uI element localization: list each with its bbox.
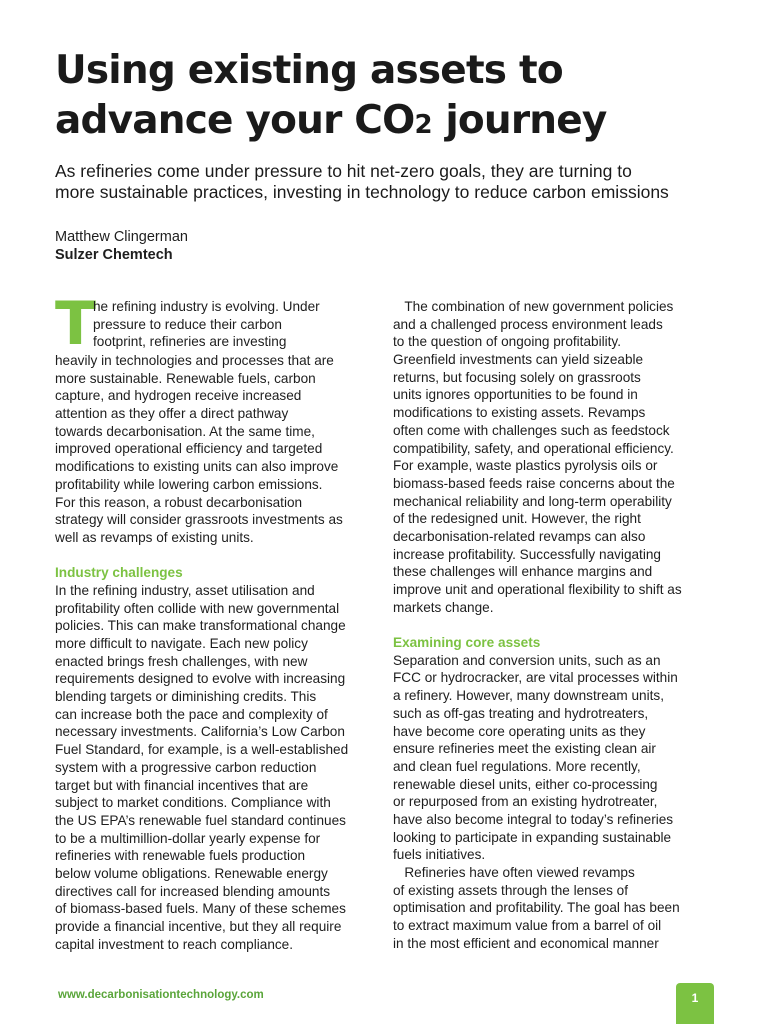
body-line: biomass-based feeds raise concerns about the: [393, 475, 675, 491]
body-line: renewable diesel units, either co-processing: [393, 776, 658, 792]
body-line: FCC or hydrocracker, are vital processes within: [393, 670, 678, 686]
body-line: these challenges will enhance margins and: [393, 564, 653, 580]
body-line: markets change.: [393, 599, 494, 615]
body-line: In the refining industry, asset utilisation and: [55, 582, 315, 598]
body-line: Greenfield investments can yield sizeable: [393, 352, 644, 368]
body-line: For this reason, a robust decarbonisation: [55, 494, 303, 510]
right-column: [393, 298, 715, 952]
body-line: strategy will consider grassroots investments as: [55, 512, 343, 528]
body-line: The combination of new government policies: [393, 299, 674, 314]
body-line: modifications to existing units can also improve: [55, 459, 339, 475]
body-line: modifications to existing assets. Revamps: [393, 405, 646, 421]
body-line: more difficult to navigate. Each new policy: [55, 636, 308, 651]
section-heading-examining-core-assets: Examining core assets: [393, 635, 541, 651]
author-name: Matthew Clingerman: [55, 229, 188, 245]
body-line: decarbonisation-related revamps can also: [393, 528, 646, 544]
body-line: fuels initiatives.: [393, 847, 486, 863]
standfirst: [55, 161, 745, 203]
footer-website-link[interactable]: www.decarbonisationtechnology.com: [58, 989, 264, 1001]
body-line: heavily in technologies and processes that are: [55, 353, 334, 368]
body-line: can increase both the pace and complexity of: [55, 706, 328, 722]
combination-paragraph: [393, 298, 715, 616]
body-line: pressure to reduce their carbon: [93, 316, 282, 332]
body-line: to be a multimillion-dollar yearly expense for: [55, 830, 321, 846]
body-line: he refining industry is evolving. Under: [93, 299, 320, 314]
body-line: capital investment to reach compliance.: [55, 936, 294, 952]
body-line: and a challenged process environment leads: [393, 316, 663, 332]
title-line-2-pre: advance your CO: [55, 98, 415, 143]
body-line: profitability often collide with new governmental: [55, 600, 340, 616]
body-line: enacted brings fresh challenges, with new: [55, 653, 308, 669]
industry-challenges-paragraph: [55, 582, 377, 953]
body-line: Fuel Standard, for example, is a well-established: [55, 742, 349, 758]
body-line: blending targets or diminishing credits. This: [55, 689, 317, 705]
body-line: and clean fuel regulations. More recently,: [393, 758, 641, 774]
author-organization: Sulzer Chemtech: [55, 247, 173, 263]
body-line: directives call for increased blending amounts: [55, 883, 331, 899]
body-line: have become core operating units as they: [393, 723, 646, 739]
body-line: requirements designed to evolve with increasing: [55, 671, 346, 687]
body-line: to the question of ongoing profitability.: [393, 334, 621, 350]
body-line: Refineries have often viewed revamps: [393, 865, 635, 880]
title-line-1: Using existing assets to: [55, 48, 563, 93]
body-line: system with a progressive carbon reduction: [55, 759, 317, 775]
body-line: target but with financial incentives that are: [55, 777, 309, 793]
standfirst-line-1: As refineries come under pressure to hit net-zero goals, they are turning to: [55, 161, 632, 181]
body-line: to extract maximum value from a barrel of oil: [393, 918, 662, 934]
body-line: of the redesigned unit. However, the right: [393, 511, 641, 527]
body-line: have also become integral to today’s refineries: [393, 811, 674, 827]
title-line-2-post: journey: [432, 98, 607, 143]
body-line: capture, and hydrogen receive increased: [55, 388, 302, 404]
page-number-badge: 1: [676, 983, 714, 1024]
body-line: For example, waste plastics pyrolysis oils or: [393, 458, 658, 474]
intro-paragraph: [55, 289, 377, 547]
body-line: Separation and conversion units, such as an: [393, 652, 661, 668]
body-line: often come with challenges such as feedstock: [393, 422, 670, 438]
body-line: such as off-gas treating and hydrotreaters,: [393, 705, 649, 721]
body-line: footprint, refineries are investing: [93, 334, 287, 350]
body-line: refineries with renewable fuels production: [55, 848, 306, 864]
body-line: below volume obligations. Renewable energy: [55, 865, 328, 881]
body-line: policies. This can make transformational change: [55, 618, 346, 634]
body-line: well as revamps of existing units.: [55, 529, 254, 545]
article-title: [55, 46, 735, 150]
body-line: looking to participate in expanding sustainable: [393, 829, 672, 845]
body-line: of existing assets through the lenses of: [393, 882, 629, 898]
section-heading-industry-challenges: Industry challenges: [55, 565, 183, 581]
drop-cap: T: [55, 289, 96, 359]
core-assets-paragraph: [393, 652, 715, 864]
revamps-paragraph: [393, 864, 715, 952]
body-line: compatibility, safety, and operational efficiency.: [393, 440, 674, 456]
body-line: necessary investments. California’s Low Carbon: [55, 724, 345, 740]
body-line: of biomass-based fuels. Many of these schemes: [55, 901, 346, 917]
body-line: improved operational efficiency and targeted: [55, 441, 323, 457]
body-line: provide a financial incentive, but they all require: [55, 919, 342, 934]
standfirst-line-2: more sustainable practices, investing in technology to reduce carbon emissions: [55, 182, 669, 202]
body-line: units ignores opportunities to be found in: [393, 387, 638, 403]
body-line: attention as they offer a direct pathway: [55, 406, 289, 422]
body-line: towards decarbonisation. At the same time,: [55, 423, 315, 439]
body-line: returns, but focusing solely on grassroots: [393, 369, 641, 385]
body-line: increase profitability. Successfully navigating: [393, 546, 661, 562]
body-line: a refinery. However, many downstream units,: [393, 688, 664, 704]
body-line: optimisation and profitability. The goal has been: [393, 900, 680, 916]
body-line: subject to market conditions. Compliance with: [55, 795, 331, 811]
title-subscript: 2: [414, 110, 433, 140]
body-line: mechanical reliability and long-term operability: [393, 493, 672, 509]
body-line: ensure refineries meet the existing clean air: [393, 741, 656, 757]
body-line: more sustainable. Renewable fuels, carbon: [55, 370, 316, 386]
body-line: improve unit and operational flexibility to shift as: [393, 582, 682, 597]
body-line: profitability while lowering carbon emissions.: [55, 476, 323, 492]
body-line: the US EPA’s renewable fuel standard continues: [55, 812, 346, 828]
body-line: or repurposed from an existing hydrotreater,: [393, 794, 658, 810]
left-column: [55, 289, 377, 953]
body-line: in the most efficient and economical manner: [393, 935, 659, 951]
